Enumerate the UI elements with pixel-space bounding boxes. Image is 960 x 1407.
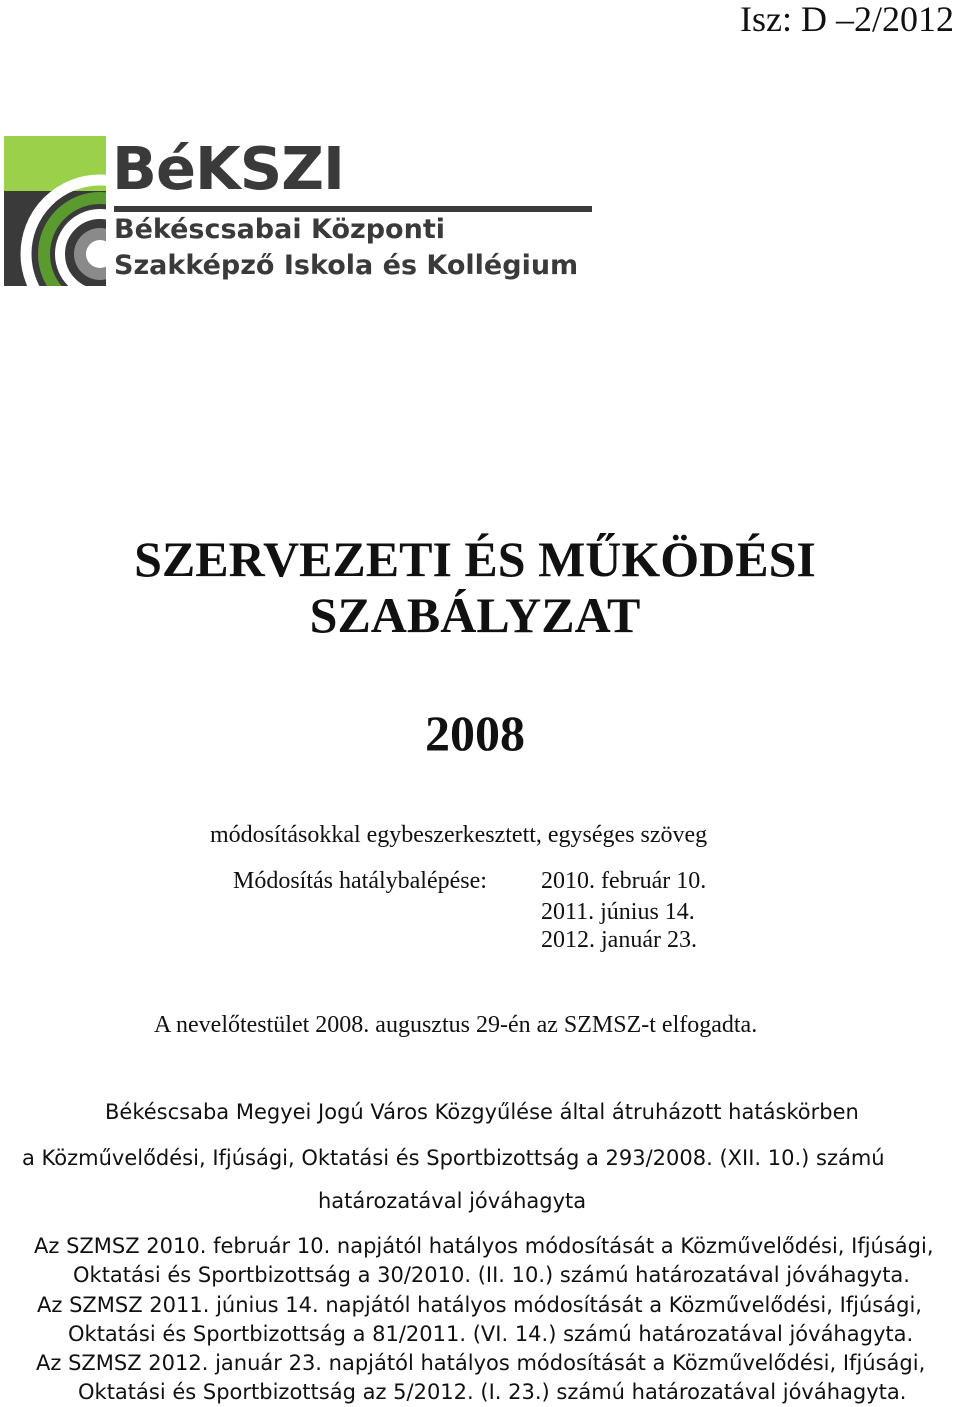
modification-line: Az SZMSZ 2010. február 10. napjától hatályos módosítását a Közművelődési, Ifjúsági, [34,1234,934,1258]
modification-line: Az SZMSZ 2011. június 14. napjától hatályos módosítását a Közművelődési, Ifjúsági, [37,1293,922,1317]
modification-line: Oktatási és Sportbizottság a 30/2010. (II. 10.) számú határozatával jóváhagyta. [73,1263,910,1287]
edition-note: módosításokkal egybeszerkesztett, egységes szöveg [210,822,708,848]
adoption-statement: A nevelőtestület 2008. augusztus 29-én az SZMSZ-t elfogadta. [154,1012,758,1038]
modification-line: Az SZMSZ 2012. január 23. napjától hatályos módosítását a Közművelődési, Ifjúsági, [36,1351,926,1375]
approval-line: Békéscsaba Megyei Jogú Város Közgyűlése által átruházott hatáskörben [105,1100,859,1124]
amendment-date: 2012. január 23. [541,927,697,953]
approval-line: a Közművelődési, Ifjúsági, Oktatási és Sportbizottság a 293/2008. (XII. 10.) számú [22,1146,885,1170]
logo-name: BéKSZI [112,134,344,203]
amendment-date: 2010. február 10. [541,868,707,894]
document-year: 2008 [425,705,525,761]
modification-line: Oktatási és Sportbizottság az 5/2012. (I. 23.) számú határozatával jóváhagyta. [78,1380,907,1404]
amendment-label: Módosítás hatálybalépése: [233,868,487,894]
document-title-line2: SZABÁLYZAT [309,587,641,643]
approval-line: határozatával jóváhagyta [318,1189,587,1213]
document-reference: Isz: D –2/2012 [740,0,954,39]
amendment-date: 2011. június 14. [541,899,695,925]
school-logo-icon [4,136,106,286]
document-title-line1: SZERVEZETI ÉS MŰKÖDÉSI [134,531,816,587]
logo-subtitle-line1: Békéscsabai Központi [114,214,445,245]
logo-divider [114,206,592,212]
modification-line: Oktatási és Sportbizottság a 81/2011. (VI. 14.) számú határozatával jóváhagyta. [68,1322,914,1346]
logo-subtitle-line2: Szakképző Iskola és Kollégium [114,250,579,281]
